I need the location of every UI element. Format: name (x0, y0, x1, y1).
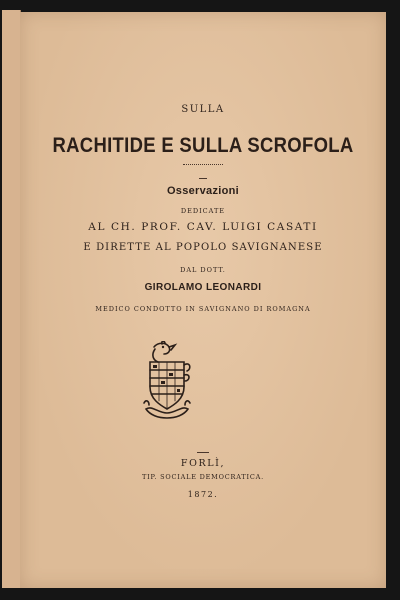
short-rule (199, 178, 207, 179)
author-name: GIROLAMO LEONARDI (144, 282, 262, 293)
dedication-line-1: AL CH. PROF. CAV. LUIGI CASATI (88, 221, 318, 233)
dotted-rule (183, 164, 223, 165)
author-prefix: DAL DOTT. (180, 266, 226, 274)
place-rule (197, 452, 209, 453)
dedication-line-2: E DIRETTE AL POPOLO SAVIGNANESE (83, 242, 323, 253)
main-title: RACHITIDE E SULLA SCROFOLA (52, 132, 354, 157)
printer-emblem-icon (140, 341, 196, 421)
publication-place: FORLÌ, (180, 458, 226, 469)
dedication-label: DEDICATE (180, 207, 226, 215)
title-page (20, 12, 386, 588)
printer-name: TIP. SOCIALE DEMOCRATICA. (141, 473, 265, 481)
publication-year: 1872. (187, 490, 219, 499)
author-role: MEDICO CONDOTTO IN SAVIGNANO DI ROMAGNA (95, 305, 311, 313)
heading-sulla: SULLA (181, 104, 225, 115)
subtitle: Osservazioni (166, 185, 240, 197)
back-page-edge (2, 10, 21, 588)
